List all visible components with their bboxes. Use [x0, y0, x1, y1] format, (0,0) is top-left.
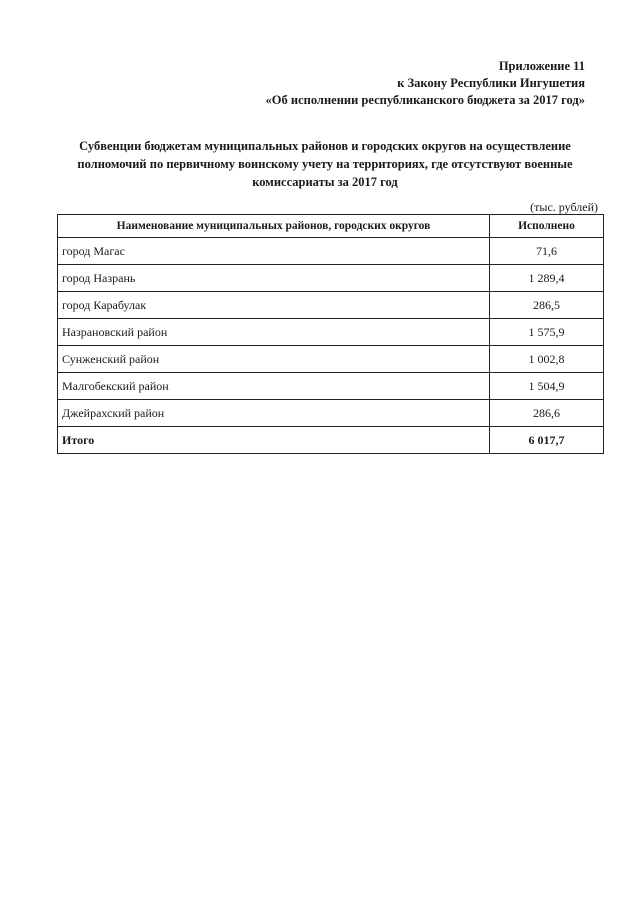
row-name: город Назрань [58, 265, 490, 292]
total-value: 6 017,7 [490, 427, 604, 454]
column-header-executed: Исполнено [490, 215, 604, 238]
table-row [58, 265, 604, 292]
table-header-row [58, 215, 604, 238]
table-row [58, 238, 604, 265]
row-value: 286,5 [490, 292, 604, 319]
row-name: Назрановский район [58, 319, 490, 346]
annex-law: к Закону Республики Ингушетия [397, 76, 585, 90]
table-row [58, 346, 604, 373]
row-name: город Магас [58, 238, 490, 265]
row-name: Джейрахский район [58, 400, 490, 427]
row-name: Малгобекский район [58, 373, 490, 400]
title-line-3: комиссариаты за 2017 год [252, 175, 398, 189]
table-row [58, 292, 604, 319]
document-title [60, 137, 590, 191]
total-label: Итого [58, 427, 490, 454]
row-value: 71,6 [490, 238, 604, 265]
title-line-2: полномочий по первичному воинскому учету на территориях, где отсутствуют военные [77, 157, 573, 171]
total-row [58, 427, 604, 454]
row-value: 1 575,9 [490, 319, 604, 346]
table-row [58, 373, 604, 400]
row-value: 286,6 [490, 400, 604, 427]
row-value: 1 504,9 [490, 373, 604, 400]
units-label: (тыс. рублей) [530, 200, 598, 214]
annex-law-title: «Об исполнении республиканского бюджета за 2017 год» [265, 93, 585, 107]
row-name: Сунженский район [58, 346, 490, 373]
annex-number: Приложение 11 [498, 59, 585, 73]
subvention-table [57, 214, 604, 454]
column-header-name: Наименование муниципальных районов, городских округов [58, 215, 490, 238]
table-row [58, 319, 604, 346]
annex-header [266, 58, 585, 109]
row-name: город Карабулак [58, 292, 490, 319]
row-value: 1 289,4 [490, 265, 604, 292]
row-value: 1 002,8 [490, 346, 604, 373]
title-line-1: Субвенции бюджетам муниципальных районов и городских округов на осуществление [79, 139, 571, 153]
table-row [58, 400, 604, 427]
